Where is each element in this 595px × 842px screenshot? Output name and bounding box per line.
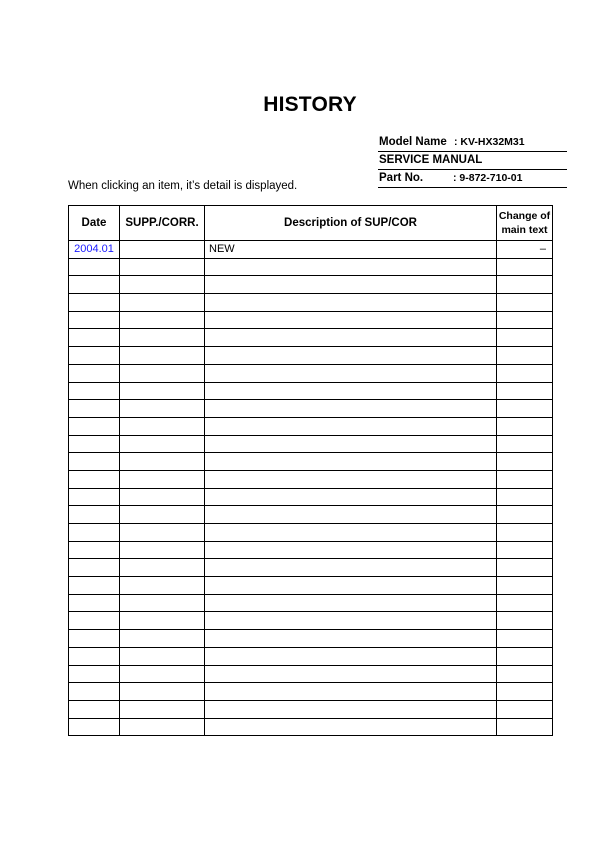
supp-corr-cell: [120, 488, 205, 506]
table-row: [69, 524, 553, 542]
change-of-main-text-cell: [497, 577, 553, 595]
part-number-label: Part No.: [379, 172, 424, 184]
description-cell: [205, 400, 497, 418]
date-cell: [69, 311, 120, 329]
description-cell: [205, 630, 497, 648]
change-of-main-text-cell: [497, 453, 553, 471]
description-cell: [205, 665, 497, 683]
change-of-main-text-cell: [497, 665, 553, 683]
supp-corr-cell: [120, 524, 205, 542]
table-row: [69, 577, 553, 595]
table-row: [69, 665, 553, 683]
supp-corr-cell: [120, 470, 205, 488]
part-number-row: [378, 170, 567, 188]
date-cell: [69, 683, 120, 701]
table-row: [69, 506, 553, 524]
date-cell: [69, 506, 120, 524]
description-cell: [205, 594, 497, 612]
table-row: [69, 594, 553, 612]
description-cell: [205, 258, 497, 276]
description-cell: [205, 435, 497, 453]
change-of-main-text-cell: [497, 329, 553, 347]
date-cell: [69, 612, 120, 630]
change-of-main-text-cell: [497, 258, 553, 276]
description-cell: [205, 470, 497, 488]
description-cell: [205, 347, 497, 365]
date-cell: [69, 294, 120, 312]
change-of-main-text-cell: [497, 435, 553, 453]
date-cell: [69, 541, 120, 559]
change-of-main-text-cell: [497, 382, 553, 400]
supp-corr-cell: [120, 630, 205, 648]
table-row: [69, 647, 553, 665]
change-of-main-text-cell: [497, 683, 553, 701]
history-table: [68, 205, 553, 736]
date-cell: [69, 470, 120, 488]
supp-corr-cell: [120, 347, 205, 365]
table-row: [69, 612, 553, 630]
change-of-main-text-cell: [497, 364, 553, 382]
date-cell: [69, 718, 120, 736]
description-cell: [205, 382, 497, 400]
header-date: Date: [69, 206, 120, 241]
date-cell: [69, 382, 120, 400]
date-cell[interactable]: 2004.01: [69, 241, 120, 259]
page-title: HISTORY: [263, 93, 357, 116]
table-row: [69, 470, 553, 488]
supp-corr-cell: [120, 276, 205, 294]
change-of-main-text-cell: [497, 400, 553, 418]
header-supp-corr: SUPP./CORR.: [120, 206, 205, 241]
change-of-main-text-cell: [497, 524, 553, 542]
header-change-line2: main text: [501, 224, 548, 236]
date-cell: [69, 700, 120, 718]
description-cell: [205, 417, 497, 435]
date-cell: [69, 630, 120, 648]
change-of-main-text-cell: [497, 276, 553, 294]
description-cell: [205, 577, 497, 595]
description-cell: [205, 311, 497, 329]
model-name-label: Model Name: [379, 136, 447, 148]
table-row: [69, 541, 553, 559]
table-row: [69, 276, 553, 294]
supp-corr-cell: [120, 683, 205, 701]
supp-corr-cell: [120, 329, 205, 347]
supp-corr-cell: [120, 577, 205, 595]
table-row: [69, 347, 553, 365]
table-row: [69, 488, 553, 506]
table-row: [69, 364, 553, 382]
description-cell: [205, 524, 497, 542]
date-cell: [69, 329, 120, 347]
description-cell: [205, 506, 497, 524]
date-cell: [69, 276, 120, 294]
table-row: [69, 382, 553, 400]
description-cell: [205, 683, 497, 701]
supp-corr-cell: [120, 718, 205, 736]
header-change-of-main-text: [497, 206, 553, 241]
change-of-main-text-cell: [497, 630, 553, 648]
supp-corr-cell: [120, 700, 205, 718]
change-of-main-text-cell: [497, 347, 553, 365]
change-of-main-text-cell: [497, 559, 553, 577]
supp-corr-cell: [120, 258, 205, 276]
table-row: [69, 294, 553, 312]
change-of-main-text-cell: [497, 506, 553, 524]
supp-corr-cell: [120, 647, 205, 665]
description-cell: [205, 276, 497, 294]
history-table-body: [69, 241, 553, 736]
supp-corr-cell: [120, 364, 205, 382]
table-row: [69, 453, 553, 471]
description-cell: [205, 294, 497, 312]
description-cell: [205, 559, 497, 577]
table-row: [69, 700, 553, 718]
date-cell: [69, 594, 120, 612]
supp-corr-cell: [120, 294, 205, 312]
date-cell: [69, 347, 120, 365]
date-cell: [69, 577, 120, 595]
description-cell: [205, 453, 497, 471]
table-row: [69, 559, 553, 577]
change-of-main-text-cell: –: [497, 241, 553, 259]
change-of-main-text-cell: [497, 718, 553, 736]
date-cell: [69, 647, 120, 665]
date-cell: [69, 435, 120, 453]
table-row: [69, 683, 553, 701]
description-cell: [205, 364, 497, 382]
supp-corr-cell: [120, 612, 205, 630]
supp-corr-cell: [120, 435, 205, 453]
date-cell: [69, 417, 120, 435]
description-cell: [205, 488, 497, 506]
document-info: [378, 134, 567, 188]
manual-type-label: SERVICE MANUAL: [379, 154, 483, 166]
model-name-row: [378, 134, 567, 152]
change-of-main-text-cell: [497, 311, 553, 329]
change-of-main-text-cell: [497, 612, 553, 630]
header-change-line1: Change of: [498, 210, 551, 222]
instruction-note: When clicking an item, it’s detail is displayed.: [68, 180, 298, 192]
history-table-header: [69, 206, 553, 241]
date-cell: [69, 524, 120, 542]
date-cell: [69, 400, 120, 418]
supp-corr-cell: [120, 453, 205, 471]
change-of-main-text-cell: [497, 294, 553, 312]
change-of-main-text-cell: [497, 700, 553, 718]
change-of-main-text-cell: [497, 488, 553, 506]
table-row[interactable]: [69, 241, 553, 259]
supp-corr-cell: [120, 400, 205, 418]
change-of-main-text-cell: [497, 417, 553, 435]
supp-corr-cell: [120, 541, 205, 559]
date-cell: [69, 453, 120, 471]
change-of-main-text-cell: [497, 470, 553, 488]
date-cell: [69, 258, 120, 276]
date-cell: [69, 488, 120, 506]
description-cell: [205, 647, 497, 665]
description-cell: [205, 612, 497, 630]
description-cell: [205, 700, 497, 718]
table-row: [69, 258, 553, 276]
change-of-main-text-cell: [497, 594, 553, 612]
description-cell: [205, 541, 497, 559]
header-description: Description of SUP/COR: [205, 206, 497, 241]
table-row: [69, 400, 553, 418]
table-row: [69, 435, 553, 453]
change-of-main-text-cell: [497, 647, 553, 665]
description-cell: [205, 718, 497, 736]
table-row: [69, 329, 553, 347]
date-cell: [69, 364, 120, 382]
supp-corr-cell: [120, 665, 205, 683]
supp-corr-cell: [120, 382, 205, 400]
table-row: [69, 630, 553, 648]
description-cell: NEW: [205, 241, 497, 259]
date-cell: [69, 665, 120, 683]
supp-corr-cell: [120, 417, 205, 435]
supp-corr-cell: [120, 506, 205, 524]
description-cell: [205, 329, 497, 347]
date-cell: [69, 559, 120, 577]
part-number-value: : 9-872-710-01: [453, 172, 523, 184]
table-row: [69, 718, 553, 736]
model-name-value: : KV-HX32M31: [454, 136, 525, 148]
supp-corr-cell: [120, 311, 205, 329]
change-of-main-text-cell: [497, 541, 553, 559]
manual-type-row: [378, 152, 567, 170]
table-row: [69, 417, 553, 435]
supp-corr-cell: [120, 241, 205, 259]
supp-corr-cell: [120, 559, 205, 577]
table-row: [69, 311, 553, 329]
supp-corr-cell: [120, 594, 205, 612]
